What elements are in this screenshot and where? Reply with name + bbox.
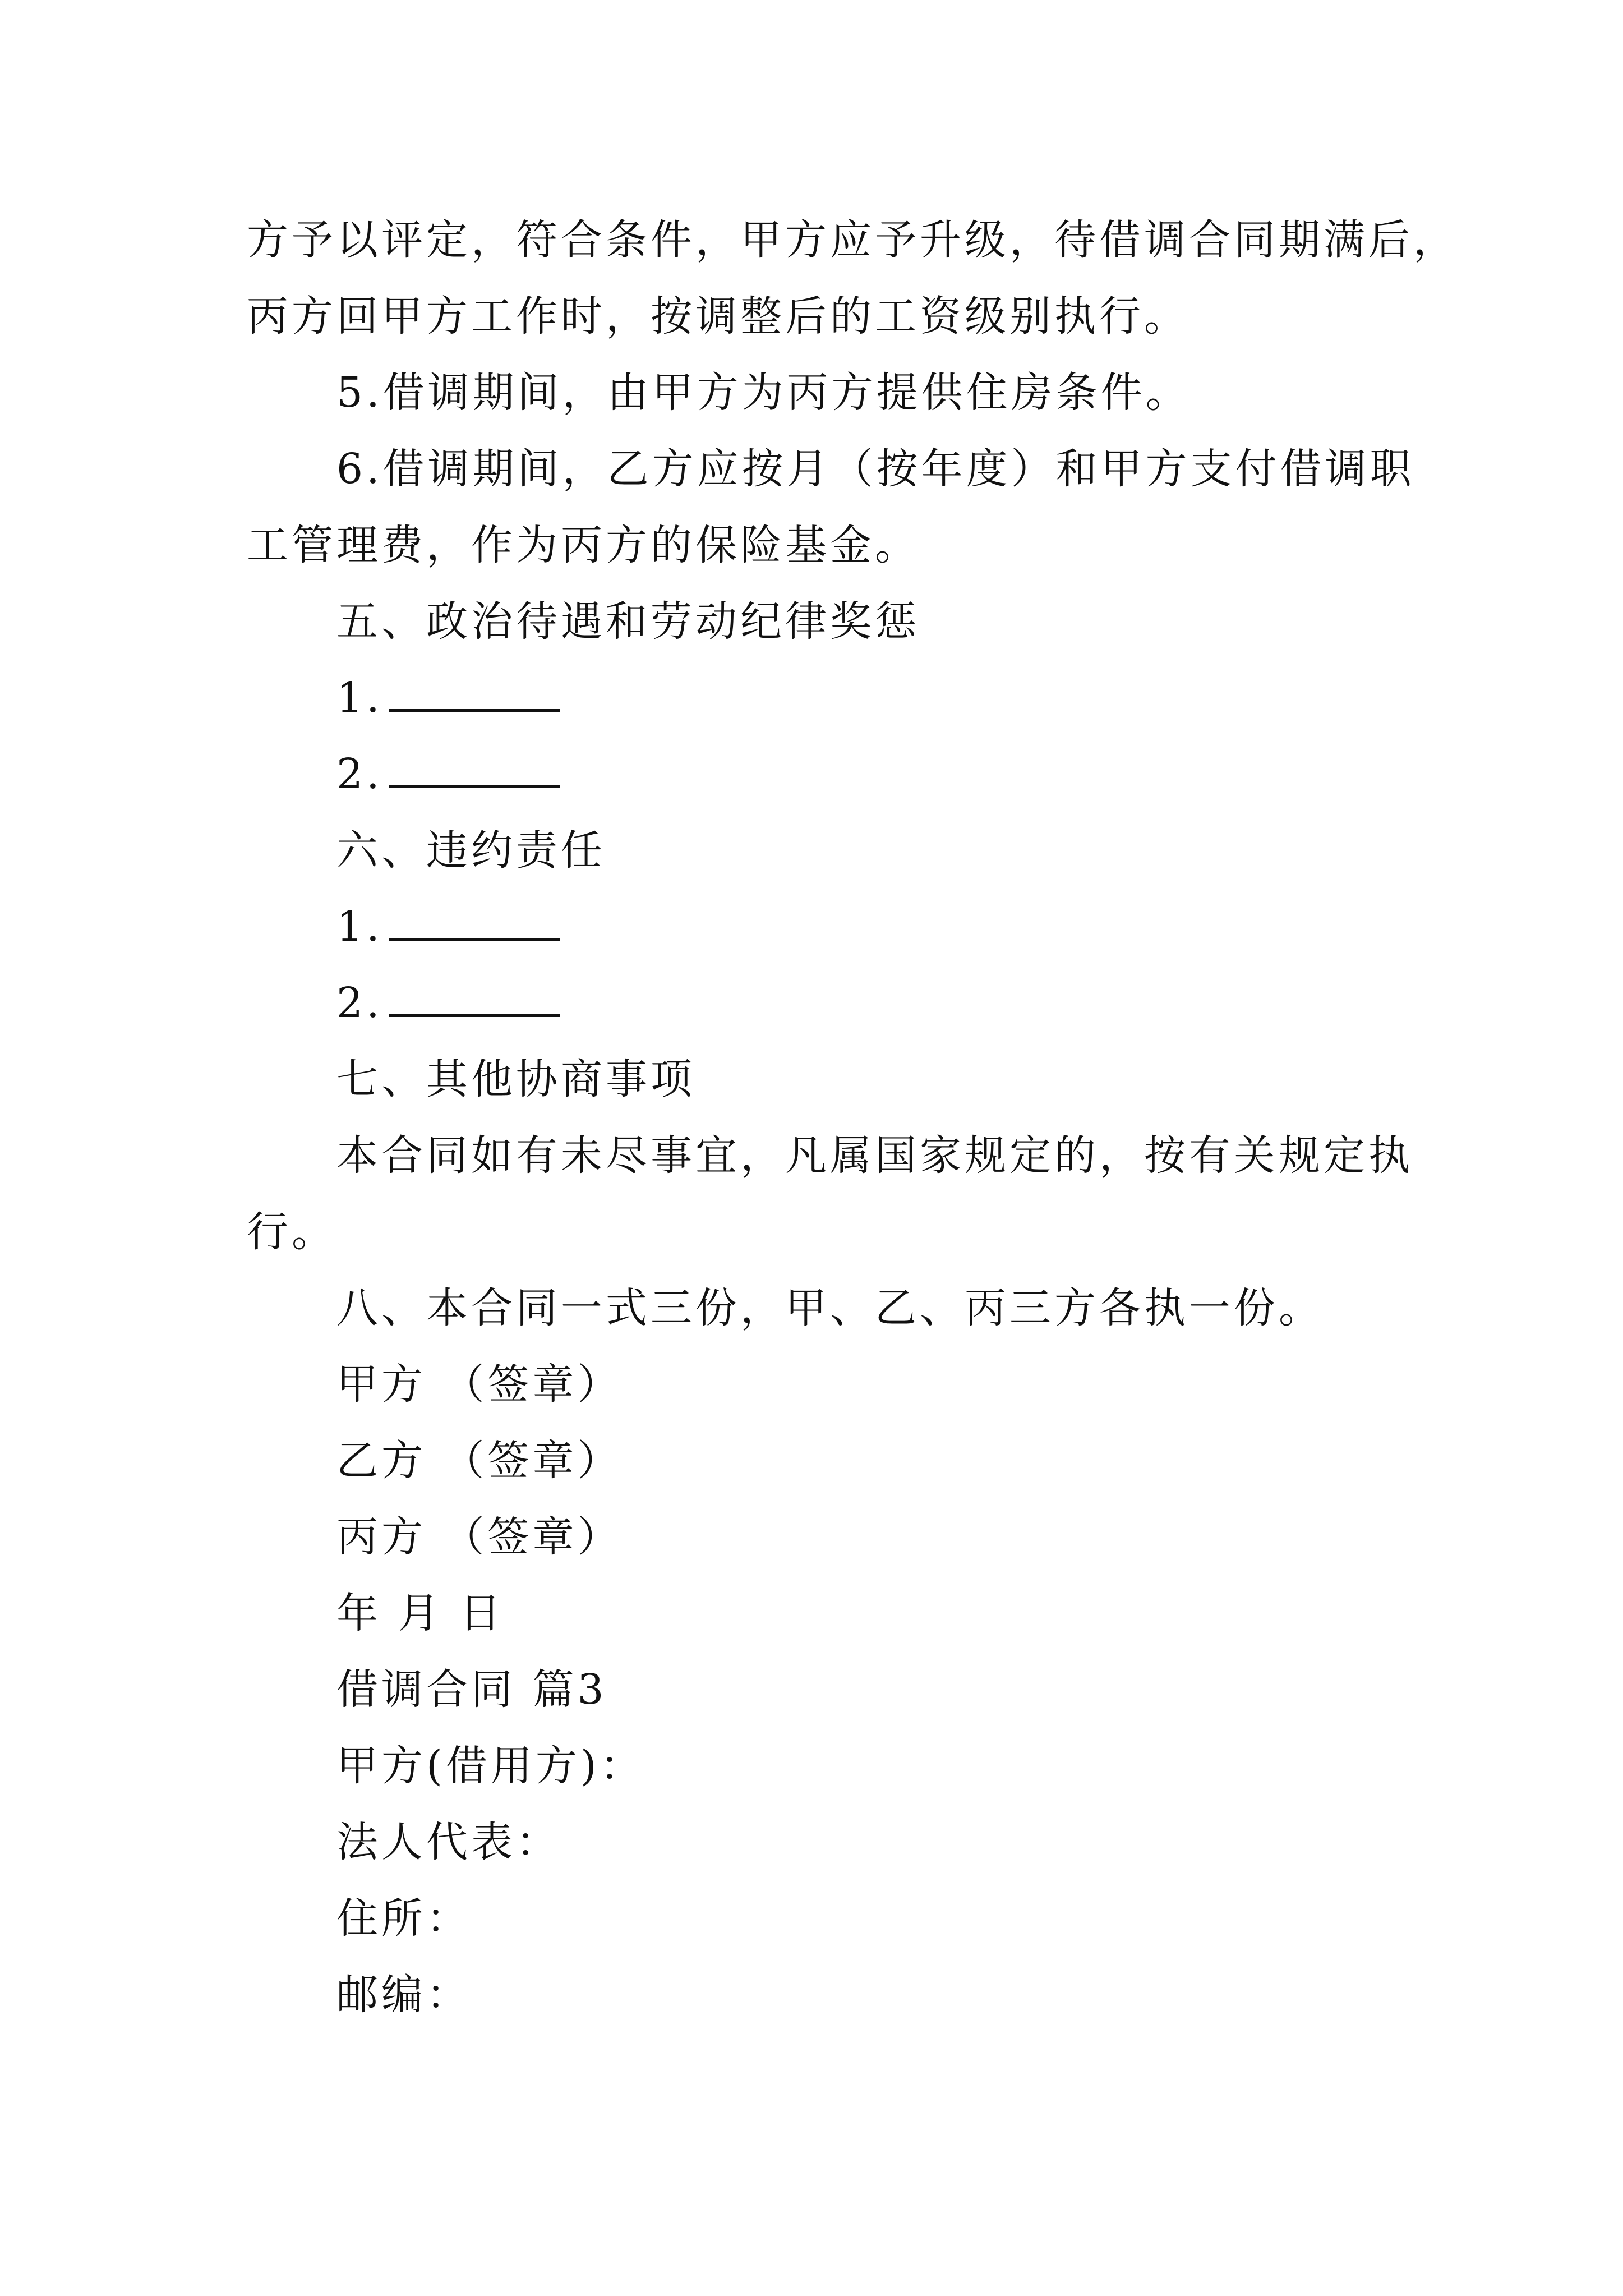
paragraph-line: 方予以评定，符合条件，甲方应予升级，待借调合同期满后， [247,216,1458,264]
blank-item [336,975,560,1031]
clause-6: 6.借调期间，乙方应按月（按年度）和甲方支付借调职 [336,445,1415,493]
paragraph-line: 行。 [247,1208,336,1256]
blank-item [336,670,560,726]
item-number: 1. [336,674,383,722]
address-label: 住所： [336,1894,471,1943]
signature-party-b: 乙方 （签章） [336,1437,623,1485]
party-a-label: 甲方(借用方)： [336,1742,645,1790]
section-heading-5: 五、政治待遇和劳动纪律奖惩 [336,597,920,646]
signature-party-c: 丙方 （签章） [336,1513,623,1561]
blank-item [336,746,560,802]
paragraph-line: 本合同如有未尽事宜，凡属国家规定的，按有关规定执 [336,1131,1413,1180]
blank-item [336,899,560,955]
legal-representative-label: 法人代表： [336,1818,561,1866]
paragraph-line: 丙方回甲方工作时，按调整后的工资级别执行。 [247,292,1189,341]
fill-in-blank [389,904,560,941]
date-line: 年 月 日 [336,1589,505,1637]
contract-title: 借调合同 篇3 [336,1665,607,1714]
section-heading-8: 八、本合同一式三份，甲、乙、丙三方各执一份。 [336,1284,1324,1332]
clause-5: 5.借调期间，由甲方为丙方提供住房条件。 [336,369,1191,417]
paragraph-line: 工管理费，作为丙方的保险基金。 [247,521,920,569]
signature-party-a: 甲方 （签章） [336,1360,623,1409]
fill-in-blank [389,675,560,712]
postcode-label: 邮编： [336,1971,471,2019]
section-heading-7: 七、其他协商事项 [336,1055,695,1103]
item-number: 1. [336,903,383,951]
fill-in-blank [389,981,560,1017]
fill-in-blank [389,752,560,788]
item-number: 2. [336,979,383,1027]
item-number: 2. [336,750,383,798]
section-heading-6: 六、违约责任 [336,826,606,875]
